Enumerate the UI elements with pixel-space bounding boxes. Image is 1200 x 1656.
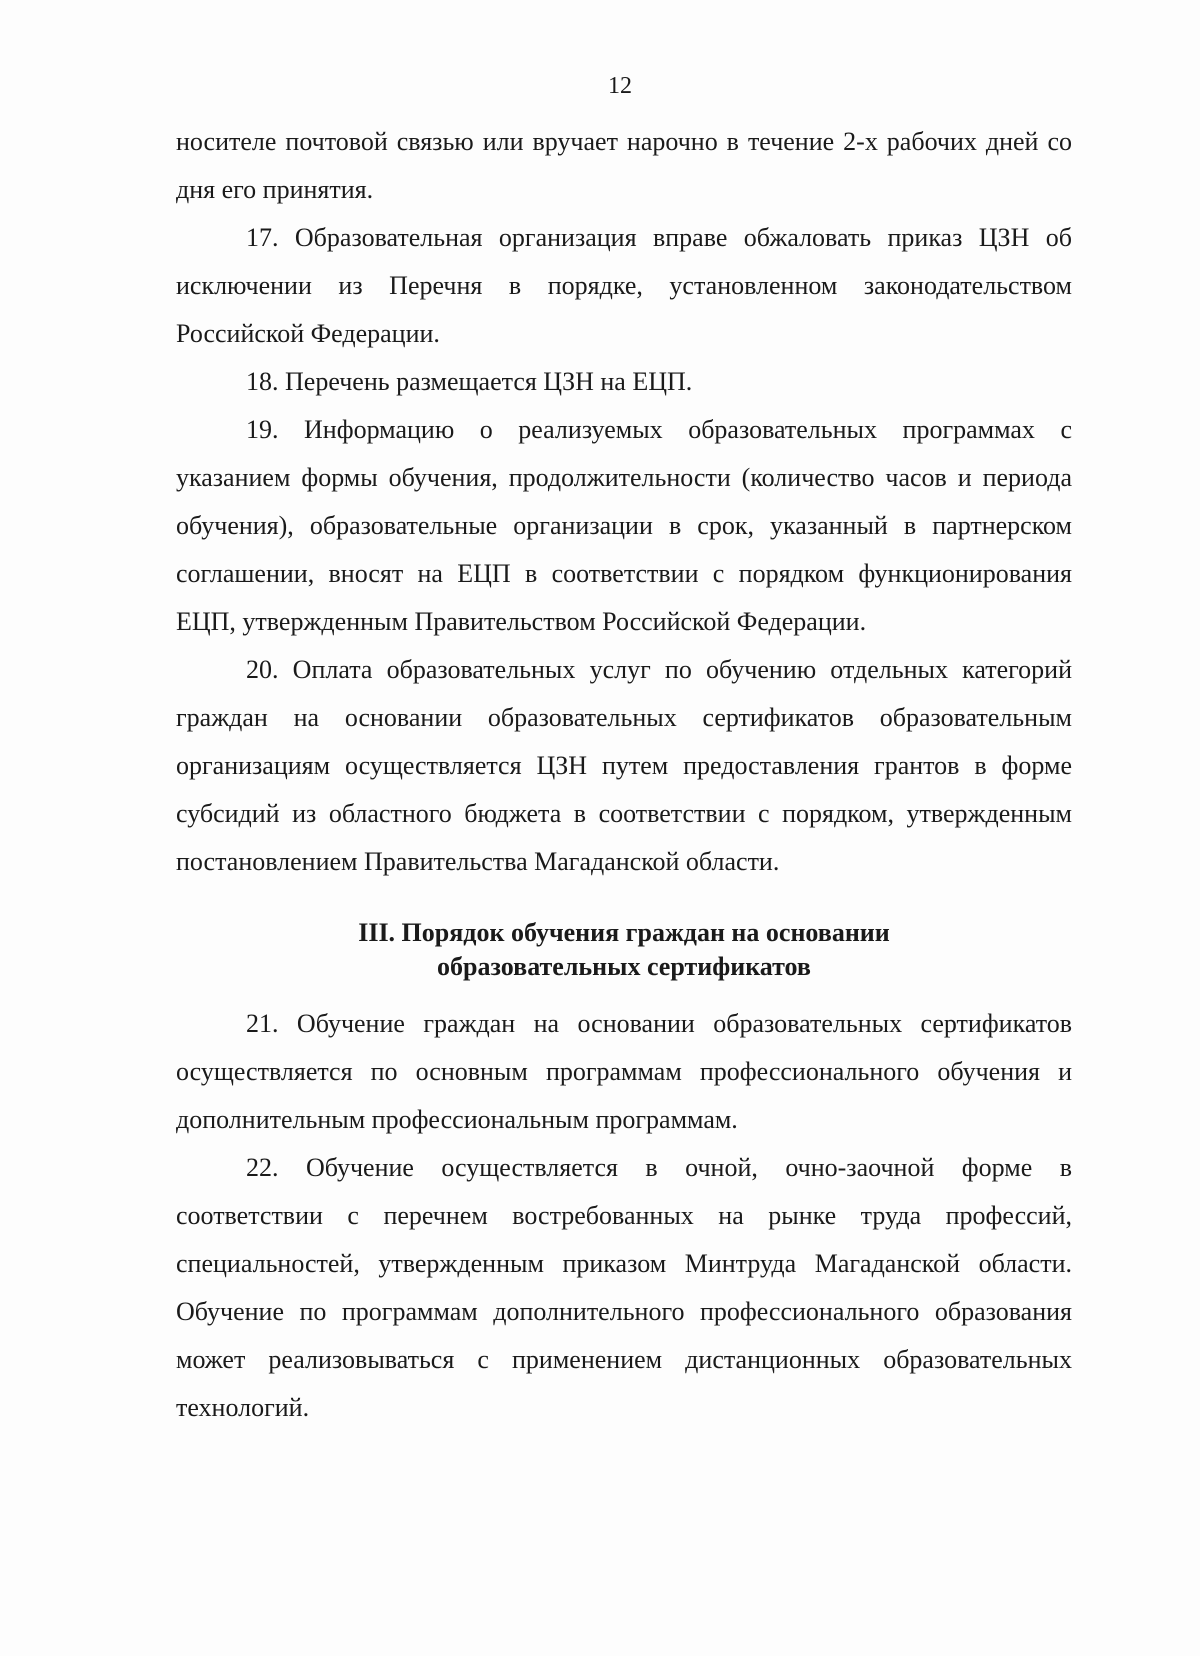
section-heading-line-2: образовательных сертификатов — [437, 952, 811, 981]
paragraph-continuation: носителе почтовой связью или вручает нарочно в течение 2-х рабочих дней со дня его принятия. — [176, 127, 1072, 204]
section-heading — [176, 916, 1072, 984]
paragraph-19: 19. Информацию о реализуемых образовательных программах с указанием формы обучения, продолжительности (количество часов и периода обучения), образовательные организации в срок, указанный в партнерском соглашении, вносят на ЕЦП в соответствии с порядком функционирования ЕЦП, утвержденным Правительством Российской Федерации. — [176, 415, 1072, 636]
section-heading-line-1: III. Порядок обучения граждан на основании — [358, 918, 890, 947]
page-number: 12 — [608, 73, 632, 99]
paragraph-20: 20. Оплата образовательных услуг по обучению отдельных категорий граждан на основании образовательных сертификатов образовательным организациям осуществляется ЦЗН путем предоставления грантов в форме субсидий из областного бюджета в соответствии с порядком, утвержденным постановлением Правительства Магаданской области. — [176, 655, 1072, 876]
paragraph-22: 22. Обучение осуществляется в очной, очно-заочной форме в соответствии с перечнем востребованных на рынке труда профессий, специальностей, утвержденным приказом Минтруда Магаданской области. Обучение по программам дополнительного профессионального образования может реализовываться с применением дистанционных образовательных технологий. — [176, 1153, 1072, 1422]
document-body — [176, 118, 1072, 1432]
paragraph-21: 21. Обучение граждан на основании образовательных сертификатов осуществляется по основным программам профессионального обучения и дополнительным профессиональным программам. — [176, 1009, 1072, 1134]
paragraph-18: 18. Перечень размещается ЦЗН на ЕЦП. — [246, 367, 693, 396]
paragraph-17: 17. Образовательная организация вправе обжаловать приказ ЦЗН об исключении из Перечня в порядке, установленном законодательством Российской Федерации. — [176, 223, 1072, 348]
